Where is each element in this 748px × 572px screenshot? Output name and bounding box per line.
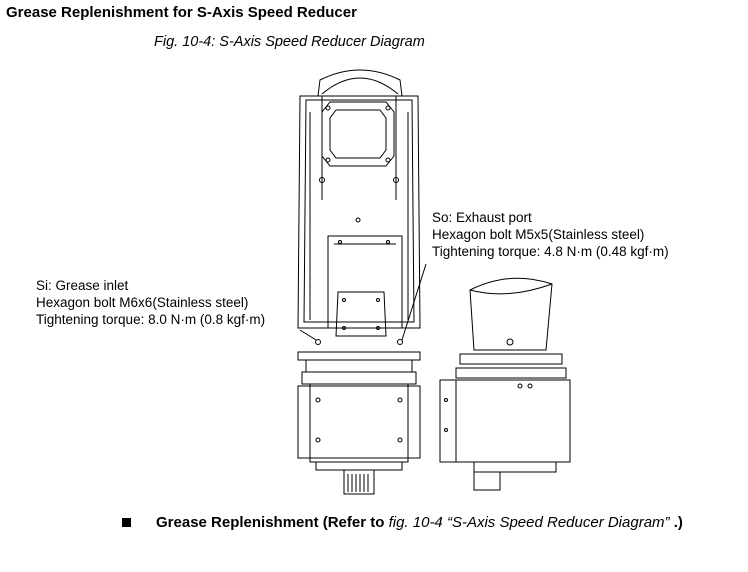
inlet-leader-line [300,330,316,340]
grease-inlet-title: Si: Grease inlet [36,278,129,293]
bullet-text [156,512,716,533]
robot-front-view [298,70,420,494]
exhaust-port-torque: Tightening torque: 4.8 N·m (0.48 kgf·m) [432,244,669,259]
robot-side-view [440,278,570,490]
grease-inlet-bolt: Hexagon bolt M6x6(Stainless steel) [36,295,249,310]
exhaust-port-title: So: Exhaust port [432,210,532,225]
bullet-text-end: .) [669,514,683,531]
figure-caption: Fig. 10-4: S-Axis Speed Reducer Diagram [154,34,425,50]
exhaust-port-bolt: Hexagon bolt M5x5(Stainless steel) [432,227,645,242]
grease-inlet-callout [36,277,265,328]
bullet-text-start: Grease Replenishment (Refer to [156,514,389,531]
exhaust-port-callout [432,209,669,260]
figure-reference-link: fig. 10-4 “S-Axis Speed Reducer Diagram” [388,514,670,531]
section-heading: Grease Replenishment for S-Axis Speed Reducer [6,4,357,21]
grease-inlet-torque: Tightening torque: 8.0 N·m (0.8 kgf·m) [36,312,266,327]
square-bullet-icon [122,518,131,527]
